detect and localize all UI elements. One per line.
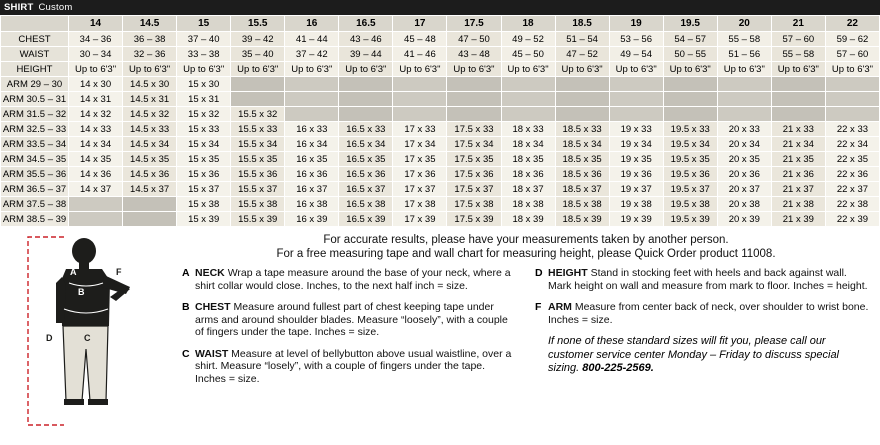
size-cell — [339, 92, 393, 107]
svg-text:F: F — [116, 267, 122, 277]
size-cell: 17.5 x 33 — [447, 122, 501, 137]
size-cell: 18 x 34 — [501, 137, 555, 152]
size-cell: 17.5 x 39 — [447, 212, 501, 227]
column-header: 17 — [393, 16, 447, 32]
instruction-title: CHEST — [195, 301, 231, 313]
band-cell: 43 – 46 — [339, 32, 393, 47]
row-label: ARM 37.5 – 38 — [1, 197, 69, 212]
size-cell: 17 x 34 — [393, 137, 447, 152]
instructions-column-left — [182, 267, 517, 394]
band-cell: 47 – 50 — [447, 32, 501, 47]
size-cell: 14.5 x 30 — [123, 77, 177, 92]
size-cell: 17.5 x 35 — [447, 152, 501, 167]
intro-block — [176, 233, 876, 261]
table-band-row — [1, 47, 880, 62]
size-cell — [555, 92, 609, 107]
band-cell: 43 – 48 — [447, 47, 501, 62]
size-cell — [285, 77, 339, 92]
size-cell: 18 x 37 — [501, 182, 555, 197]
size-cell — [447, 77, 501, 92]
instruction-text: Stand in stocking feet with heels and back against wall. Mark height on wall and measure from mark to floor. Inches = height. — [548, 267, 868, 292]
size-cell: 15 x 36 — [177, 167, 231, 182]
band-cell: 55 – 58 — [771, 47, 825, 62]
size-cell: 22 x 35 — [825, 152, 879, 167]
size-cell: 20 x 33 — [717, 122, 771, 137]
size-cell: 19 x 39 — [609, 212, 663, 227]
band-cell: 57 – 60 — [825, 47, 879, 62]
column-header: 18 — [501, 16, 555, 32]
size-cell: 16 x 37 — [285, 182, 339, 197]
size-cell: 16.5 x 39 — [339, 212, 393, 227]
size-cell: 15.5 x 36 — [231, 167, 285, 182]
size-cell: 18 x 38 — [501, 197, 555, 212]
size-cell: 19 x 38 — [609, 197, 663, 212]
table-row — [1, 152, 880, 167]
band-cell: 37 – 42 — [285, 47, 339, 62]
table-row — [1, 77, 880, 92]
table-row — [1, 167, 880, 182]
instruction-body — [195, 301, 517, 339]
svg-text:B: B — [78, 287, 85, 297]
band-cell: 59 – 62 — [825, 32, 879, 47]
size-cell: 14 x 32 — [69, 107, 123, 122]
size-cell — [339, 77, 393, 92]
size-cell: 16.5 x 35 — [339, 152, 393, 167]
size-cell: 15 x 35 — [177, 152, 231, 167]
row-label: ARM 35.5 – 36 — [1, 167, 69, 182]
column-header: 14.5 — [123, 16, 177, 32]
band-cell: 41 – 44 — [285, 32, 339, 47]
size-cell: 16.5 x 33 — [339, 122, 393, 137]
size-cell: 17 x 35 — [393, 152, 447, 167]
size-cell: 17 x 33 — [393, 122, 447, 137]
size-cell: 21 x 39 — [771, 212, 825, 227]
size-cell: 17.5 x 38 — [447, 197, 501, 212]
svg-text:A: A — [70, 267, 77, 277]
customer-service-phone[interactable]: 800-225-2569. — [582, 362, 654, 374]
size-cell: 14 x 33 — [69, 122, 123, 137]
size-cell: 14 x 31 — [69, 92, 123, 107]
instruction-letter: D — [535, 267, 543, 279]
size-cell — [771, 107, 825, 122]
band-cell: 51 – 56 — [717, 47, 771, 62]
size-cell — [501, 92, 555, 107]
band-cell: Up to 6'3" — [447, 62, 501, 77]
size-cell: 19.5 x 36 — [663, 167, 717, 182]
band-cell: Up to 6'3" — [393, 62, 447, 77]
size-cell: 16.5 x 36 — [339, 167, 393, 182]
size-cell — [123, 212, 177, 227]
size-cell: 14.5 x 35 — [123, 152, 177, 167]
band-cell: 34 – 36 — [69, 32, 123, 47]
size-cell — [609, 77, 663, 92]
table-row — [1, 197, 880, 212]
band-cell: 35 – 40 — [231, 47, 285, 62]
band-cell: 30 – 34 — [69, 47, 123, 62]
size-cell — [123, 197, 177, 212]
band-cell: 49 – 54 — [609, 47, 663, 62]
band-cell: 45 – 48 — [393, 32, 447, 47]
table-row — [1, 122, 880, 137]
size-cell: 21 x 35 — [771, 152, 825, 167]
size-cell: 21 x 33 — [771, 122, 825, 137]
size-cell: 22 x 39 — [825, 212, 879, 227]
size-cell: 15.5 x 35 — [231, 152, 285, 167]
size-cell: 16 x 33 — [285, 122, 339, 137]
page-title: SHIRT — [4, 2, 34, 13]
measurement-figure — [6, 231, 166, 431]
row-label: ARM 34.5 – 35 — [1, 152, 69, 167]
size-cell — [393, 92, 447, 107]
size-cell: 19 x 37 — [609, 182, 663, 197]
table-header-row — [1, 16, 880, 32]
column-header: 18.5 — [555, 16, 609, 32]
size-cell: 19 x 34 — [609, 137, 663, 152]
band-cell: 36 – 38 — [123, 32, 177, 47]
row-label: ARM 38.5 – 39 — [1, 212, 69, 227]
size-cell: 14 x 37 — [69, 182, 123, 197]
size-cell: 15.5 x 37 — [231, 182, 285, 197]
column-header: 21 — [771, 16, 825, 32]
band-cell: 55 – 58 — [717, 32, 771, 47]
instruction-body — [548, 301, 870, 326]
band-cell: Up to 6'3" — [285, 62, 339, 77]
column-header: 19.5 — [663, 16, 717, 32]
instruction-title: HEIGHT — [548, 267, 588, 279]
table-row — [1, 137, 880, 152]
special-sizing-text: If none of these standard sizes will fit you, please call our customer service center Monday – Friday to discuss special sizing. — [548, 335, 840, 374]
band-cell: Up to 6'3" — [501, 62, 555, 77]
band-cell: Up to 6'3" — [717, 62, 771, 77]
size-cell — [447, 107, 501, 122]
instruction-text: Measure at level of bellybutton above usual waistline, over a shirt. Measure “losely”, with a couple of fingers under the tape. Inches = size. — [195, 347, 512, 385]
column-header: 15 — [177, 16, 231, 32]
size-cell: 17 x 37 — [393, 182, 447, 197]
svg-text:D: D — [46, 333, 53, 343]
size-cell — [717, 77, 771, 92]
intro-line-2: For a free measuring tape and wall chart for measuring height, please Quick Order product 11008. — [276, 248, 776, 260]
column-header: 16.5 — [339, 16, 393, 32]
table-row — [1, 182, 880, 197]
size-cell: 20 x 38 — [717, 197, 771, 212]
size-cell — [825, 92, 879, 107]
size-cell — [825, 107, 879, 122]
table-row — [1, 107, 880, 122]
size-cell: 18 x 36 — [501, 167, 555, 182]
size-cell: 20 x 35 — [717, 152, 771, 167]
instructions-section — [0, 227, 880, 394]
size-cell: 21 x 38 — [771, 197, 825, 212]
size-cell: 20 x 39 — [717, 212, 771, 227]
size-cell — [339, 107, 393, 122]
band-cell: Up to 6'3" — [825, 62, 879, 77]
instruction-title: NECK — [195, 267, 225, 279]
band-cell: 54 – 57 — [663, 32, 717, 47]
band-cell: 39 – 42 — [231, 32, 285, 47]
page-title-bar — [0, 0, 880, 15]
instruction-body — [548, 267, 870, 292]
column-header: 19 — [609, 16, 663, 32]
row-label: CHEST — [1, 32, 69, 47]
size-cell — [231, 77, 285, 92]
special-sizing-note — [535, 335, 870, 376]
band-cell: 37 – 40 — [177, 32, 231, 47]
size-cell: 17.5 x 34 — [447, 137, 501, 152]
size-cell: 19.5 x 39 — [663, 212, 717, 227]
intro-line-1: For accurate results, please have your measurements taken by another person. — [323, 234, 729, 246]
size-cell: 14 x 35 — [69, 152, 123, 167]
instruction-letter: F — [535, 301, 542, 313]
size-cell: 16 x 38 — [285, 197, 339, 212]
column-header: 22 — [825, 16, 879, 32]
band-cell: Up to 6'3" — [123, 62, 177, 77]
size-cell: 15 x 37 — [177, 182, 231, 197]
size-cell: 16 x 35 — [285, 152, 339, 167]
instruction-item — [182, 348, 517, 386]
size-cell: 18 x 35 — [501, 152, 555, 167]
size-cell: 17 x 38 — [393, 197, 447, 212]
size-cell: 19.5 x 33 — [663, 122, 717, 137]
band-cell: Up to 6'3" — [339, 62, 393, 77]
row-label: HEIGHT — [1, 62, 69, 77]
size-cell: 14.5 x 31 — [123, 92, 177, 107]
size-cell — [663, 92, 717, 107]
size-cell: 18.5 x 36 — [555, 167, 609, 182]
band-cell: 45 – 50 — [501, 47, 555, 62]
size-cell — [69, 197, 123, 212]
instruction-letter: C — [182, 347, 190, 360]
instructions-text — [176, 233, 876, 394]
size-cell: 19.5 x 37 — [663, 182, 717, 197]
row-label: ARM 36.5 – 37 — [1, 182, 69, 197]
table-band-row — [1, 32, 880, 47]
size-cell: 19 x 36 — [609, 167, 663, 182]
size-cell: 19.5 x 35 — [663, 152, 717, 167]
size-cell: 19 x 33 — [609, 122, 663, 137]
size-cell: 18.5 x 37 — [555, 182, 609, 197]
band-cell: 32 – 36 — [123, 47, 177, 62]
column-header: 15.5 — [231, 16, 285, 32]
row-label: ARM 31.5 – 32 — [1, 107, 69, 122]
size-cell: 18 x 39 — [501, 212, 555, 227]
size-cell — [393, 77, 447, 92]
size-cell: 17 x 36 — [393, 167, 447, 182]
size-cell — [609, 107, 663, 122]
size-cell: 14 x 36 — [69, 167, 123, 182]
band-cell: 39 – 44 — [339, 47, 393, 62]
column-header: 17.5 — [447, 16, 501, 32]
size-cell: 21 x 37 — [771, 182, 825, 197]
band-cell: 49 – 52 — [501, 32, 555, 47]
band-cell: Up to 6'3" — [771, 62, 825, 77]
size-cell: 14 x 34 — [69, 137, 123, 152]
size-cell: 18.5 x 33 — [555, 122, 609, 137]
size-cell — [609, 92, 663, 107]
size-cell: 20 x 34 — [717, 137, 771, 152]
instruction-item — [535, 301, 870, 326]
size-cell — [663, 107, 717, 122]
band-cell: Up to 6'3" — [231, 62, 285, 77]
size-cell — [231, 92, 285, 107]
size-cell: 18.5 x 38 — [555, 197, 609, 212]
row-label: WAIST — [1, 47, 69, 62]
size-cell: 15 x 31 — [177, 92, 231, 107]
size-cell: 18 x 33 — [501, 122, 555, 137]
size-cell: 21 x 36 — [771, 167, 825, 182]
size-cell: 17.5 x 36 — [447, 167, 501, 182]
instruction-body — [195, 348, 517, 386]
row-label: ARM 29 – 30 — [1, 77, 69, 92]
table-row — [1, 92, 880, 107]
size-cell — [717, 92, 771, 107]
band-cell: Up to 6'3" — [177, 62, 231, 77]
size-cell — [447, 92, 501, 107]
size-cell — [663, 77, 717, 92]
size-cell: 17 x 39 — [393, 212, 447, 227]
instruction-text: Measure from center back of neck, over shoulder to wrist bone. Inches = size. — [548, 301, 869, 326]
size-cell: 16 x 36 — [285, 167, 339, 182]
band-cell: Up to 6'3" — [555, 62, 609, 77]
size-cell — [285, 107, 339, 122]
size-cell: 21 x 34 — [771, 137, 825, 152]
size-cell — [501, 107, 555, 122]
band-cell: 57 – 60 — [771, 32, 825, 47]
size-cell: 16 x 39 — [285, 212, 339, 227]
size-cell: 15 x 34 — [177, 137, 231, 152]
size-cell: 14.5 x 32 — [123, 107, 177, 122]
size-cell: 15.5 x 39 — [231, 212, 285, 227]
size-cell — [771, 77, 825, 92]
column-header: 16 — [285, 16, 339, 32]
size-cell: 16 x 34 — [285, 137, 339, 152]
size-cell: 14 x 30 — [69, 77, 123, 92]
instruction-title: WAIST — [195, 347, 229, 360]
size-cell: 16.5 x 37 — [339, 182, 393, 197]
size-cell: 16.5 x 38 — [339, 197, 393, 212]
size-cell: 15.5 x 34 — [231, 137, 285, 152]
size-table — [0, 15, 880, 227]
instruction-item — [535, 267, 870, 292]
size-cell: 22 x 33 — [825, 122, 879, 137]
size-cell: 15.5 x 38 — [231, 197, 285, 212]
size-cell: 22 x 37 — [825, 182, 879, 197]
size-cell: 22 x 36 — [825, 167, 879, 182]
band-cell: Up to 6'3" — [69, 62, 123, 77]
size-cell — [555, 77, 609, 92]
column-header: 20 — [717, 16, 771, 32]
column-header: 14 — [69, 16, 123, 32]
size-cell — [825, 77, 879, 92]
instruction-item — [182, 267, 517, 292]
row-label: ARM 32.5 – 33 — [1, 122, 69, 137]
table-band-row — [1, 62, 880, 77]
size-cell: 16.5 x 34 — [339, 137, 393, 152]
size-cell — [69, 212, 123, 227]
band-cell: 53 – 56 — [609, 32, 663, 47]
svg-text:C: C — [84, 333, 91, 343]
size-cell — [285, 92, 339, 107]
size-cell: 19.5 x 38 — [663, 197, 717, 212]
row-label: ARM 30.5 – 31 — [1, 92, 69, 107]
instruction-letter: A — [182, 267, 190, 279]
size-cell: 19 x 35 — [609, 152, 663, 167]
instruction-text: Wrap a tape measure around the base of your neck, where a shirt collar would close. Inches, to the next half inch = size. — [195, 267, 511, 292]
size-cell: 22 x 38 — [825, 197, 879, 212]
band-cell: 47 – 52 — [555, 47, 609, 62]
band-cell: 41 – 46 — [393, 47, 447, 62]
size-cell: 22 x 34 — [825, 137, 879, 152]
size-cell — [555, 107, 609, 122]
instruction-body — [195, 267, 517, 292]
table-corner-cell — [1, 16, 69, 32]
band-cell: Up to 6'3" — [609, 62, 663, 77]
size-cell: 14.5 x 34 — [123, 137, 177, 152]
size-cell — [393, 107, 447, 122]
size-cell: 14.5 x 33 — [123, 122, 177, 137]
size-cell — [717, 107, 771, 122]
size-cell: 15 x 30 — [177, 77, 231, 92]
size-cell: 18.5 x 39 — [555, 212, 609, 227]
size-cell — [501, 77, 555, 92]
size-cell: 20 x 36 — [717, 167, 771, 182]
size-cell — [771, 92, 825, 107]
size-cell: 15 x 33 — [177, 122, 231, 137]
table-row — [1, 212, 880, 227]
size-cell: 17.5 x 37 — [447, 182, 501, 197]
size-cell: 15 x 39 — [177, 212, 231, 227]
size-cell: 14.5 x 36 — [123, 167, 177, 182]
size-cell: 20 x 37 — [717, 182, 771, 197]
size-cell: 15 x 32 — [177, 107, 231, 122]
instruction-title: ARM — [548, 301, 572, 313]
instruction-letter: B — [182, 301, 190, 313]
page-subtitle: Custom — [38, 2, 73, 13]
band-cell: 51 – 54 — [555, 32, 609, 47]
size-cell: 18.5 x 35 — [555, 152, 609, 167]
instructions-column-right — [535, 267, 870, 394]
band-cell: 33 – 38 — [177, 47, 231, 62]
size-cell: 19.5 x 34 — [663, 137, 717, 152]
band-cell: Up to 6'3" — [663, 62, 717, 77]
instruction-text: Measure around fullest part of chest keeping tape under arms and around shoulder blades. Measure “loosely”, with a couple of fingers under the tape. Inches = size. — [195, 301, 508, 338]
size-cell: 15 x 38 — [177, 197, 231, 212]
row-label: ARM 33.5 – 34 — [1, 137, 69, 152]
band-cell: 50 – 55 — [663, 47, 717, 62]
size-cell: 15.5 x 32 — [231, 107, 285, 122]
size-cell: 15.5 x 33 — [231, 122, 285, 137]
size-cell: 14.5 x 37 — [123, 182, 177, 197]
size-cell: 18.5 x 34 — [555, 137, 609, 152]
instruction-item — [182, 301, 517, 339]
